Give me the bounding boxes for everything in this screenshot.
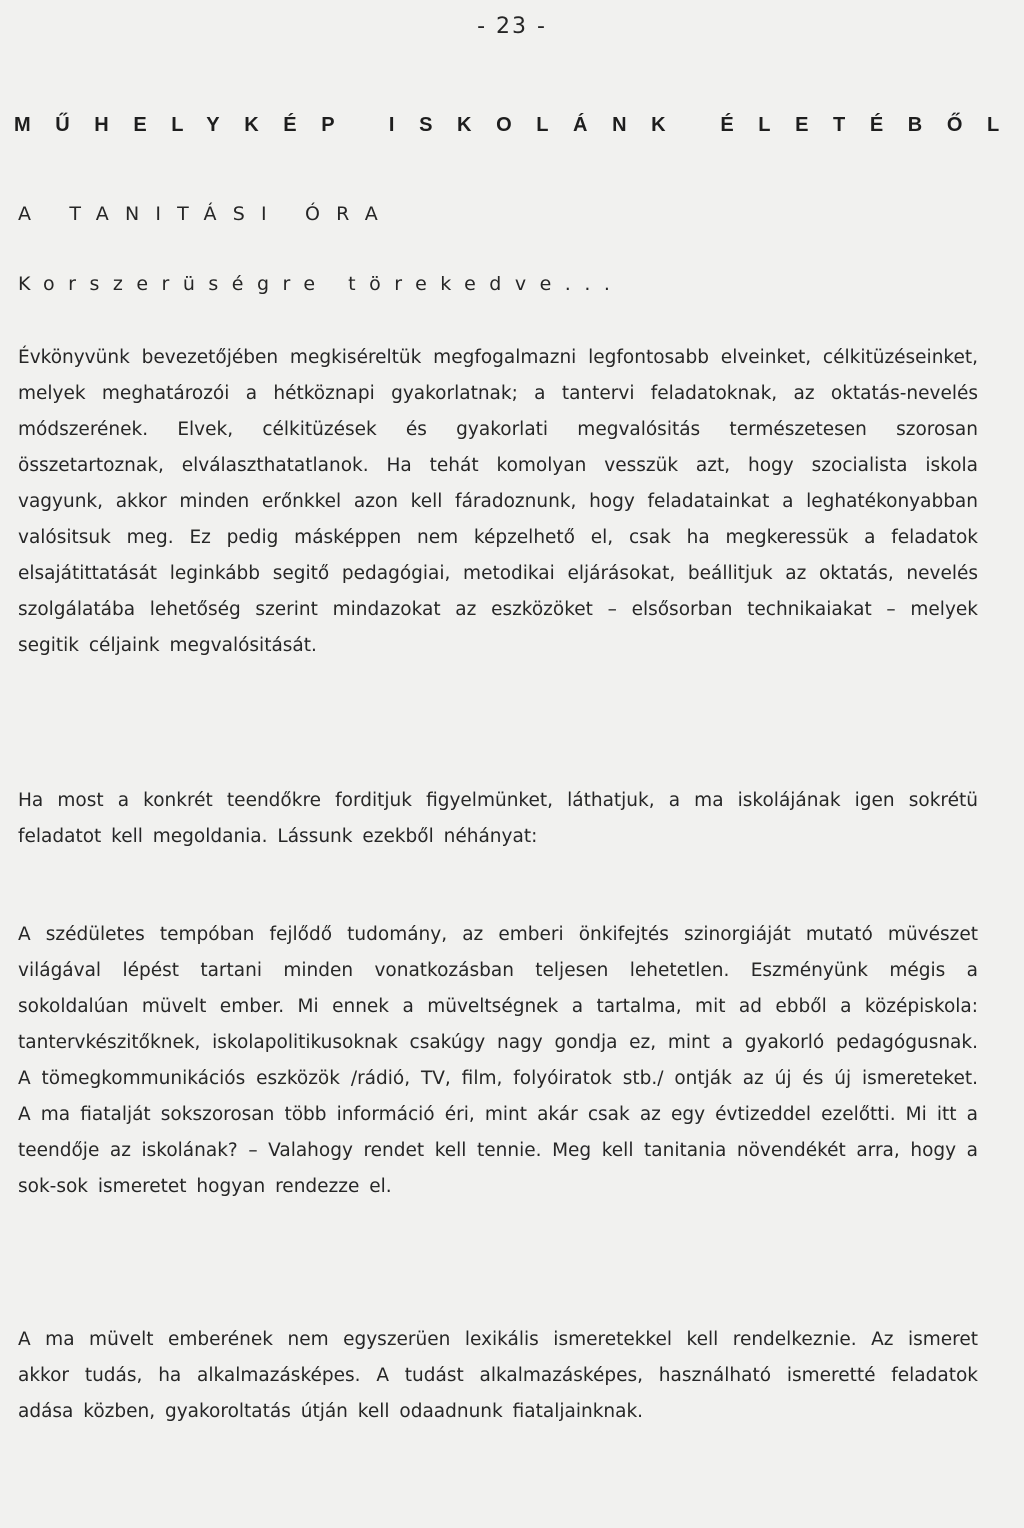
paragraph-tasks: Ha most a konkrét teendőkre forditjuk figyelmünket, láthatjuk, a ma iskolájának igen sokrétü feladatot kell megoldania. Lássunk ezekből néhányat:: [18, 790, 978, 847]
article-title: A TANITÁSI ÓRA: [18, 203, 394, 225]
article-tagline: Korszerüségre törekedve...: [18, 273, 624, 295]
paragraph-science: A szédületes tempóban fejlődő tudomány, az emberi önkifejtés szinorgiáját mutató müvészet világával lépést tartani minden vonatkozásban teljesen lehetetlen. Eszményünk mégis a sokoldalúan müvelt ember. Mi ennek a müveltségnek a tartalma, mit ad ebből a középiskola: tantervkészitőknek, iskolapolitikusoknak csakúgy nagy gondja ez, mint a gyakorló pedagógusnak. A tömegkommunikációs eszközök /rádió, TV, film, folyóiratok stb./ ontják az új és új ismereteket. A ma fiatalját sokszorosan több információ éri, mint akár csak az egy évtizeddel ezelőtti. Mi itt a teendője az iskolának? – Valahogy rendet kell tennie. Meg kell tanitania növendékét arra, hogy a sok-sok ismeretet hogyan rendezze el.: [18, 924, 978, 1197]
section-heading: MŰHELYKÉP ISKOLÁNK ÉLETÉBŐL: [14, 114, 1024, 136]
paragraph-intro: Évkönyvünk bevezetőjében megkiséreltük megfogalmazni legfontosabb elveinket, célkitüzéseinket, melyek meghatározói a hétköznapi gyakorlatnak; a tantervi feladatoknak, az oktatás-nevelés módszerének. Elvek, célkitüzések és gyakorlati megvalósitás természetesen szorosan összetartoznak, elválaszthatatlanok. Ha tehát komolyan vesszük azt, hogy szocialista iskola vagyunk, akkor minden erőnkkel azon kell fáradoznunk, hogy feladatainkat a leghatékonyabban valósitsuk meg. Ez pedig másképpen nem képzelhető el, csak ha megkeressük a feladatok elsajátittatását leginkább segitő pedagógiai, metodikai eljárásokat, beállitjuk az oktatás, nevelés szolgálatába lehetőség szerint mindazokat az eszközöket – elsősorban technikaiakat – melyek segitik céljaink megvalósitását.: [18, 347, 978, 656]
page-number: - 23 -: [477, 14, 547, 39]
paragraph-knowledge: A ma müvelt emberének nem egyszerüen lexikális ismeretekkel kell rendelkeznie. Az ismeret akkor tudás, ha alkalmazásképes. A tudást alkalmazásképes, használható ismeretté feladatok adása közben, gyakoroltatás útján kell odaadnunk fiataljainknak.: [18, 1329, 978, 1422]
